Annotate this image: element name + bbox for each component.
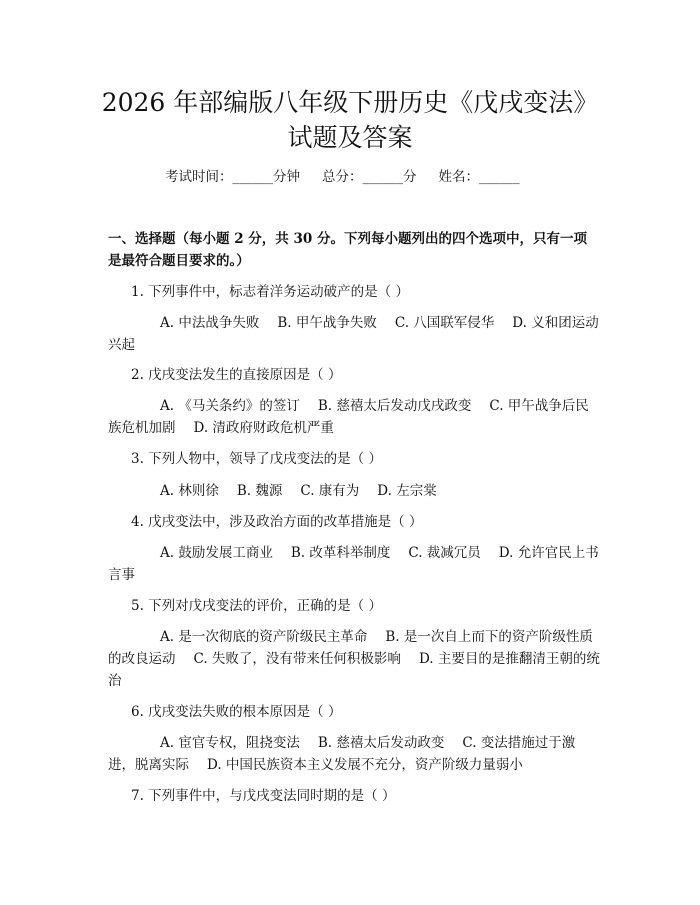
- option-a: A. 鼓励发展工商业: [160, 545, 273, 561]
- option-d: D. 中国民族资本主义发展不充分，资产阶级力量弱小: [207, 757, 523, 773]
- option-b: B. 甲午战争失败: [277, 315, 377, 331]
- question-7-stem: 7. 下列事件中，与戊戌变法同时期的是（ ）: [131, 788, 396, 804]
- question-3-options: [108, 480, 600, 502]
- exam-time-field: 考试时间：______分钟: [165, 169, 300, 185]
- exam-info-line: [165, 167, 520, 187]
- question-2-stem: 2. 戊戌变法发生的直接原因是（ ）: [131, 367, 342, 383]
- option-a: A. 《马关条约》的签订: [160, 398, 300, 414]
- option-a: A. 是一次彻底的资产阶级民主革命: [160, 629, 368, 645]
- option-b: B. 慈禧太后发动戊戌政变: [317, 398, 472, 414]
- option-a: A. 中法战争失败: [160, 315, 260, 331]
- question-6-stem: 6. 戊戌变法失败的根本原因是（ ）: [131, 704, 342, 720]
- page-title: 2026 年部编版八年级下册历史《戊戌变法》: [101, 88, 599, 117]
- option-d: D. 主要目的是推翻清王朝的统治: [108, 651, 600, 689]
- question-1-options: [108, 312, 600, 356]
- option-a: A. 宦官专权，阻挠变法: [160, 735, 300, 751]
- option-c: C. 失败了，没有带来任何积极影响: [193, 651, 401, 667]
- question-1-stem: 1. 下列事件中，标志着洋务运动破产的是（ ）: [131, 284, 409, 300]
- question-4-stem: 4. 戊戌变法中，涉及政治方面的改革措施是（ ）: [131, 514, 423, 530]
- option-a: A. 林则徐: [160, 483, 219, 499]
- option-c: C. 裁减冗员: [408, 545, 481, 561]
- option-d: D. 左宗棠: [377, 483, 437, 499]
- question-2-options: [108, 395, 600, 439]
- question-4-options: [108, 542, 600, 586]
- page-subtitle: 试题及答案: [287, 123, 413, 152]
- option-d: D. 清政府财政危机严重: [193, 420, 334, 436]
- option-b: B. 慈禧太后发动政变: [317, 735, 445, 751]
- option-b: B. 改革科举制度: [290, 545, 391, 561]
- option-c: C. 甲午战争后民族危机加剧: [108, 398, 589, 436]
- option-c: C. 康有为: [300, 483, 360, 499]
- option-d: D. 义和团运动兴起: [108, 315, 599, 353]
- question-5-stem: 5. 下列对戊戌变法的评价，正确的是（ ）: [131, 598, 382, 614]
- option-b: B. 是一次自上而下的资产阶级性质的改良运动: [108, 629, 593, 667]
- option-b: B. 魏源: [236, 483, 283, 499]
- section-heading: 一、选择题（每小题 2 分，共 30 分。下列每小题列出的四个选项中，只有一项是最符合题目要求的。）: [108, 231, 587, 269]
- option-c: C. 八国联军侵华: [394, 315, 495, 331]
- total-score-field: 总分：______分: [322, 169, 417, 185]
- student-name-field: 姓名：______: [438, 169, 520, 185]
- question-5-options: [108, 626, 600, 692]
- question-6-options: [108, 732, 600, 776]
- option-d: D. 允许官民上书言事: [108, 545, 599, 583]
- question-3-stem: 3. 下列人物中，领导了戊戌变法的是（ ）: [131, 451, 382, 467]
- option-c: C. 变法措施过于激进，脱离实际: [108, 735, 576, 773]
